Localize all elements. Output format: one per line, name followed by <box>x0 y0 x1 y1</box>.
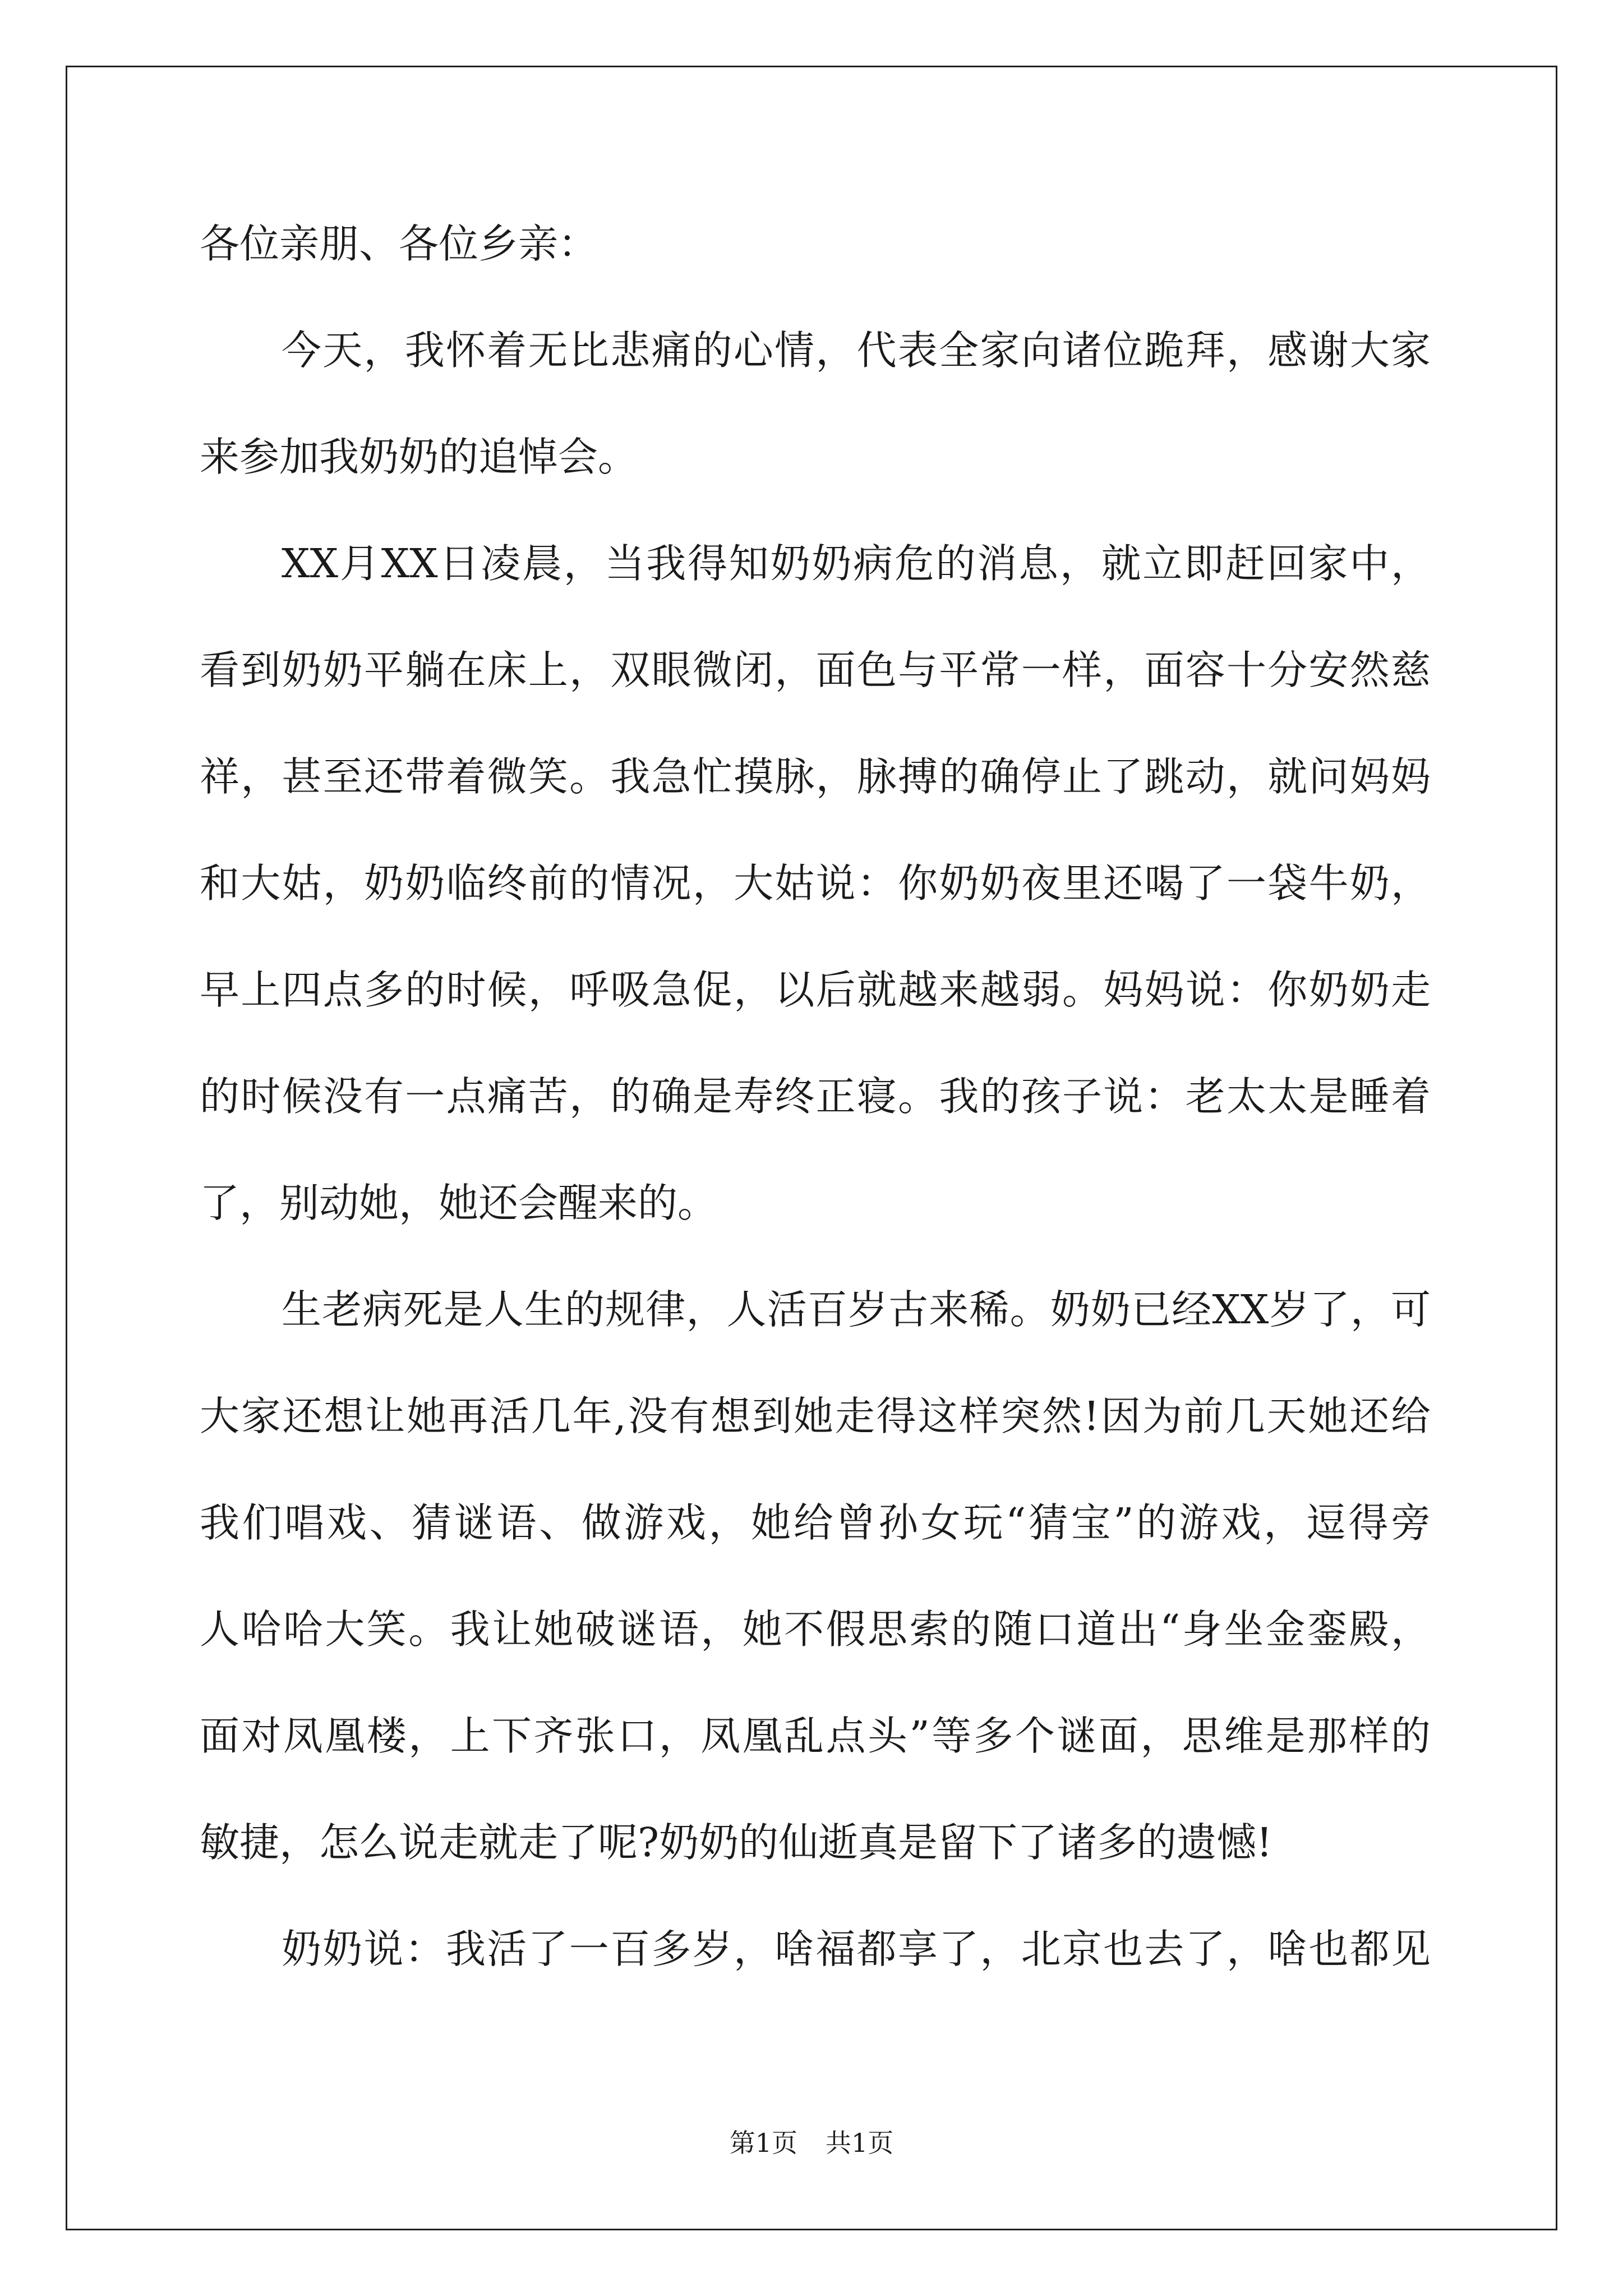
paragraph-3-line-1: 生老病死是人生的规律，人活百岁古来稀。奶奶已经XX岁了，可 <box>282 1286 1431 1333</box>
paragraph-2-line-5: 早上四点多的时候，呼吸急促，以后就越来越弱。妈妈说：你奶奶走 <box>200 967 1431 1013</box>
page-number-total: 共1页 <box>826 2128 894 2158</box>
page-footer <box>0 2126 1623 2160</box>
paragraph-2-line-6: 的时候没有一点痛苦，的确是寿终正寝。我的孩子说：老太太是睡着 <box>200 1073 1431 1120</box>
paragraph-2-line-7: 了，别动她，她还会醒来的。 <box>200 1180 718 1226</box>
paragraph-1-line-2: 来参加我奶奶的追悼会。 <box>200 434 638 480</box>
paragraph-3-line-4: 人哈哈大笑。我让她破谜语，她不假思索的随口道出“身坐金銮殿， <box>200 1606 1431 1653</box>
paragraph-2-line-2: 看到奶奶平躺在床上，双眼微闭，面色与平常一样，面容十分安然慈 <box>200 647 1431 693</box>
salutation: 各位亲朋、各位乡亲： <box>200 220 598 267</box>
paragraph-2-line-1: XX月XX日凌晨，当我得知奶奶病危的消息，就立即赶回家中， <box>282 540 1431 587</box>
paragraph-3-line-5: 面对凤凰楼，上下齐张口，凤凰乱点头”等多个谜面，思维是那样的 <box>200 1713 1431 1759</box>
paragraph-3-line-2: 大家还想让她再活几年,没有想到她走得这样突然!因为前几天她还给 <box>200 1393 1431 1439</box>
page-number-current: 第1页 <box>729 2128 797 2158</box>
document-body <box>200 191 1431 2003</box>
paragraph-3-line-6: 敏捷，怎么说走就走了呢?奶奶的仙逝真是留下了诸多的遗憾! <box>200 1819 1272 1866</box>
paragraph-2-line-3: 祥，甚至还带着微笑。我急忙摸脉，脉搏的确停止了跳动，就问妈妈 <box>200 753 1431 800</box>
paragraph-4-line-1: 奶奶说：我活了一百多岁，啥福都享了，北京也去了，啥也都见 <box>282 1926 1431 1972</box>
paragraph-1-line-1: 今天，我怀着无比悲痛的心情，代表全家向诸位跪拜，感谢大家 <box>282 327 1431 374</box>
paragraph-2-line-4: 和大姑，奶奶临终前的情况，大姑说：你奶奶夜里还喝了一袋牛奶， <box>200 860 1431 907</box>
paragraph-3-line-3: 我们唱戏、猜谜语、做游戏，她给曾孙女玩“猜宝”的游戏，逗得旁 <box>200 1499 1431 1546</box>
